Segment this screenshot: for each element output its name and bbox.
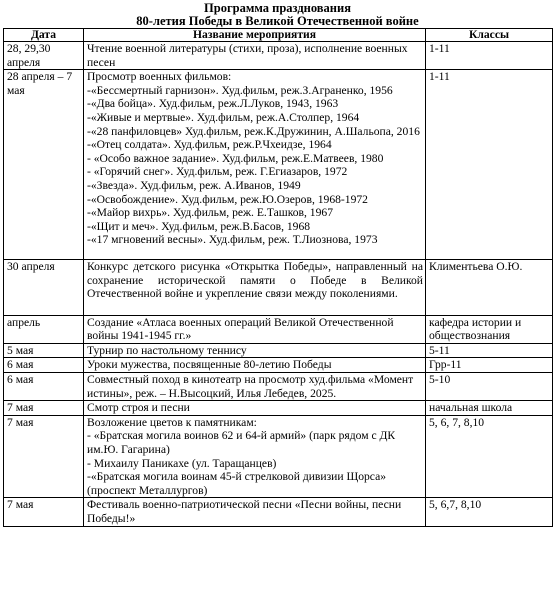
cell-classes: Климентьева О.Ю. (426, 259, 553, 315)
table-row (4, 401, 553, 416)
event-line: -«Два бойца». Худ.фильм, реж.Л.Луков, 1943, 1963 (87, 97, 339, 111)
event-line: -«Братская могила воинам 45-й стрелковой дивизии Щорса» (проспект Металлургов) (87, 470, 387, 497)
table-row (4, 259, 553, 315)
event-line: -«Бессмертный гарнизон». Худ.фильм, реж.З.Аграненко, 1956 (87, 83, 393, 97)
table-row (4, 373, 553, 401)
document-title (3, 2, 552, 28)
cell-date: 28 апреля – 7 мая (4, 70, 84, 260)
event-line: Создание «Атласа военных операций Великой Отечественной войны 1941-1945 гг.» (87, 315, 394, 343)
event-line: Совместный поход в кинотеатр на просмотр худ.фильма «Момент истины», реж. – Н.Высоцкий, Илья Лебедев, 2025. (87, 373, 414, 400)
cell-event (84, 259, 426, 315)
cell-date: 28, 29,30 апреля (4, 42, 84, 70)
cell-classes: 5, 6,7, 8,10 (426, 498, 553, 526)
cell-date: апрель (4, 315, 84, 343)
cell-event (84, 373, 426, 401)
cell-classes: 5, 6, 7, 8,10 (426, 415, 553, 498)
column-header-classes: Классы (426, 29, 553, 42)
column-header-event: Название мероприятия (84, 29, 426, 42)
cell-date: 7 мая (4, 401, 84, 416)
event-line: Конкурс детского рисунка «Открытка Победы», направленный на сохранение исторической памяти о Победе в Великой Отечественной войне и укрепление связи между поколениями. (87, 259, 423, 301)
cell-classes: 5-11 (426, 343, 553, 358)
cell-classes: начальная школа (426, 401, 553, 416)
event-line: -«Майор вихрь». Худ.фильм, реж. Е.Ташков, 1967 (87, 206, 333, 220)
cell-event (84, 415, 426, 498)
cell-classes: Грр-11 (426, 358, 553, 373)
cell-classes: 5-10 (426, 373, 553, 401)
cell-event (84, 343, 426, 358)
table-row (4, 70, 553, 260)
column-header-date: Дата (4, 29, 84, 42)
event-line: -«17 мгновений весны». Худ.фильм, реж. Т.Лиознова, 1973 (87, 233, 378, 247)
table-header-row (4, 29, 553, 42)
cell-date: 6 мая (4, 358, 84, 373)
program-table (3, 28, 553, 527)
cell-event (84, 70, 426, 260)
event-line: - Михаилу Паникахе (ул. Таращанцев) (87, 456, 277, 470)
event-line: Возложение цветов к памятникам: (87, 415, 257, 429)
event-line: Смотр строя и песни (87, 401, 190, 415)
table-row (4, 343, 553, 358)
event-line: Уроки мужества, посвященные 80-летию Победы (87, 358, 332, 372)
cell-classes: кафедра истории и обществознания (426, 315, 553, 343)
title-line-2: 80-летия Победы в Великой Отечественной войне (136, 14, 419, 28)
event-line: - «Братская могила воинов 62 и 64-й армий» (парк рядом с ДК им.Ю. Гагарина) (87, 429, 396, 457)
event-line: -«Звезда». Худ.фильм, реж. А.Иванов, 1949 (87, 178, 301, 192)
event-line: - «Особо важное задание». Худ.фильм, реж.Е.Матвеев, 1980 (87, 151, 384, 165)
cell-classes: 1-11 (426, 42, 553, 70)
event-line: -«Отец солдата». Худ.фильм, реж.Р.Чхеидзе, 1964 (87, 138, 332, 152)
event-line: Фестиваль военно-патриотической песни «Песни войны, песни Победы!» (87, 498, 402, 525)
table-row (4, 415, 553, 498)
cell-event (84, 401, 426, 416)
table-body (4, 42, 553, 527)
table-row (4, 498, 553, 526)
event-line: Турнир по настольному теннису (87, 343, 247, 357)
table-row (4, 315, 553, 343)
event-line: Просмотр военных фильмов: (87, 70, 232, 84)
cell-classes: 1-11 (426, 70, 553, 260)
cell-event (84, 42, 426, 70)
event-line: -«Щит и меч». Худ.фильм, реж.В.Басов, 1968 (87, 219, 311, 233)
event-line: - «Горячий снег». Худ.фильм, реж. Г.Егиазаров, 1972 (87, 165, 348, 179)
cell-date: 7 мая (4, 415, 84, 498)
cell-date: 6 мая (4, 373, 84, 401)
cell-date: 30 апреля (4, 259, 84, 315)
cell-date: 5 мая (4, 343, 84, 358)
event-line: -«Живые и мертвые». Худ.фильм, реж.А.Столпер, 1964 (87, 110, 360, 124)
title-line-1: Программа празднования (204, 1, 351, 15)
event-line: -«Освобождение». Худ.фильм, реж.Ю.Озеров, 1968-1972 (87, 192, 368, 206)
event-line: -«28 панфиловцев» Худ.фильм, реж.К.Дружинин, А.Шальопа, 2016 (87, 124, 420, 138)
cell-event (84, 315, 426, 343)
table-row (4, 42, 553, 70)
cell-event (84, 358, 426, 373)
cell-event (84, 498, 426, 526)
cell-date: 7 мая (4, 498, 84, 526)
event-line: Чтение военной литературы (стихи, проза), исполнение военных песен (87, 42, 408, 69)
table-row (4, 358, 553, 373)
